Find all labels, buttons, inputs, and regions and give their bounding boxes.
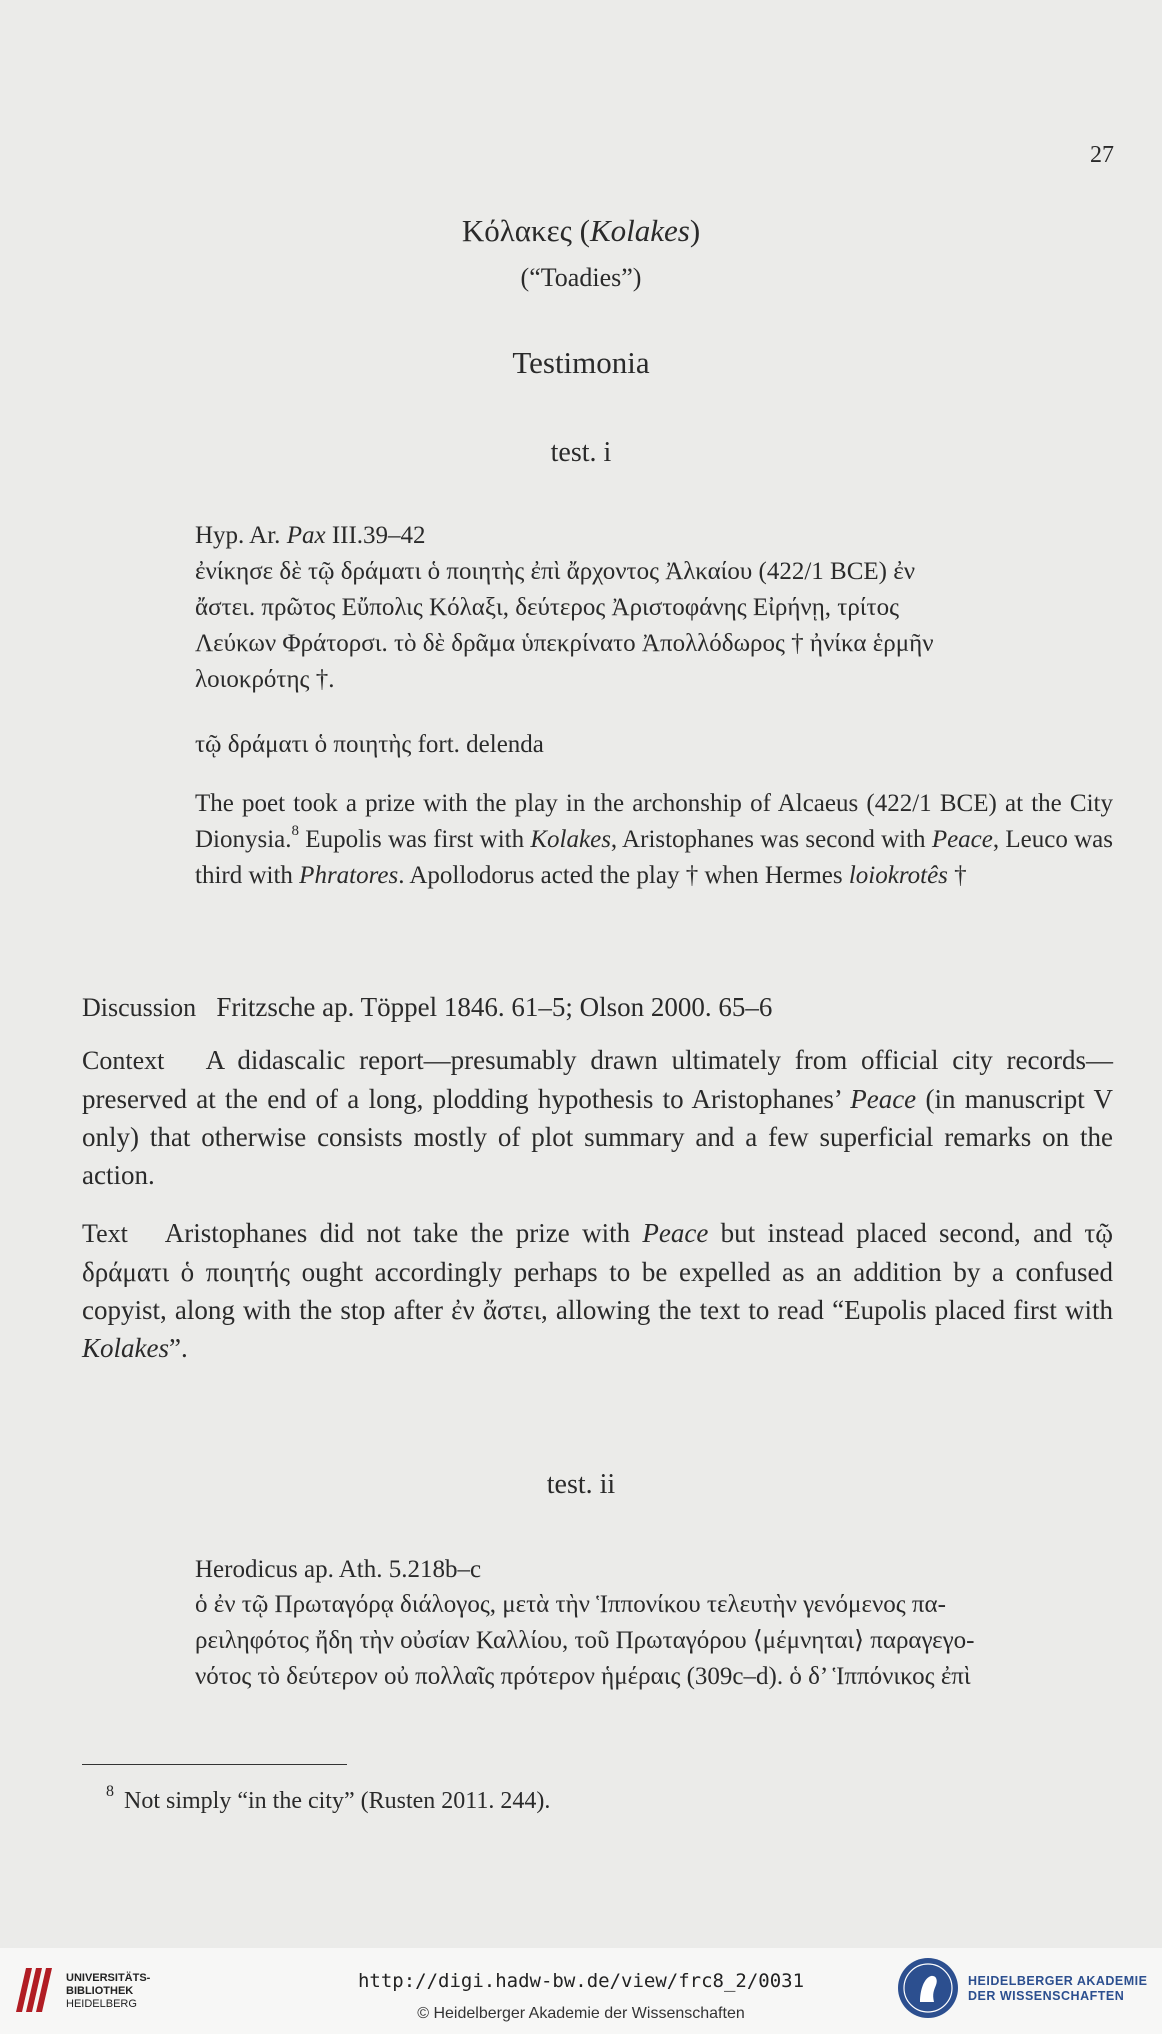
greek-line: ρειληφότος ἤδη τὴν οὐσίαν Καλλίου, τοῦ Πρωταγόρου ⟨μέμνηται⟩ παραγεγο- [195,1627,975,1654]
play-subtitle: (“Toadies”) [520,263,642,292]
footnote-ref[interactable]: 8 [291,822,300,839]
academy-name: HEIDELBERGER AKADEMIE DER WISSENSCHAFTEN [968,1974,1148,2003]
academy-seal-icon[interactable] [898,1958,958,2018]
test-i-apparatus: τῷ δράματι ὁ ποιητὴς fort. delenda [195,731,544,758]
test-ii-source: Herodicus ap. Ath. 5.218b–c [195,1556,482,1583]
greek-line: ὁ ἐν τῷ Πρωταγόρᾳ διάλογος, μετὰ τὴν Ἱππονίκου τελευτὴν γενόμενος πα- [195,1591,946,1618]
greek-line: Λεύκων Φράτορσι. τὸ δὲ δρᾶμα ὑπεκρίνατο Ἀπολλόδωρος † ἠνίκα ἑρμῆν [195,630,934,657]
discussion-paragraph: Discussion Fritzsche ap. Töppel 1846. 61–5; Olson 2000. 65–6 [82,992,773,1022]
test-i-source: Hyp. Ar. Pax III.39–42 [195,522,426,549]
greek-line: ἄστει. πρῶτος Εὔπολις Κόλαξι, δεύτερος Ἀριστοφάνης Εἰρήνῃ, τρίτος [195,594,899,621]
test-ii-greek [195,1587,1113,1695]
title-latin: Kolakes [589,213,690,248]
greek-line: ἐνίκησε δὲ τῷ δράματι ὁ ποιητὴς ἐπὶ ἄρχοντος Ἀλκαίου (422/1 BCE) ἐν [195,558,916,585]
copyright-notice: © Heidelberger Akademie der Wissenschaften [417,2005,745,2022]
test-i-heading: test. i [550,437,612,468]
test-ii-heading: test. ii [546,1469,616,1500]
footnote-rule [82,1764,347,1765]
greek-line: λοιοκρότης †. [195,666,335,693]
title-greek: Κόλακες [461,213,572,248]
test-i-translation: The poet took a prize with the play in the archonship of Alcaeus (422/1 BCE) at the City Dionysia.$^8$ Eupolis was first with Kolakes, Aristophanes was second with Peace, Leuco was third with Phratores. Apollodorus acted the play † when Hermes loiokrotês † [195,790,1114,889]
text-paragraph: Text Aristophanes did not take the prize with Peace but instead placed second, and τῷ δράματι ὁ ποιητής ought accordingly perhaps to be expelled as an addition by a confused copyist, along with the stop after ἐν ἄστει, allowing the text to read “Eupolis placed first with Kolakes”. [82,1218,1114,1363]
page-number: 27 [1090,142,1114,168]
footnote: $^8$ Not simply “in the city” (Rusten 2011. 244). [106,1783,551,1814]
context-label: Context [82,1046,165,1075]
footnote-number: 8 [106,1783,114,1800]
greek-line: νότος τὸ δεύτερον οὐ πολλαῖς πρότερον ἡμέραις (309c–d). ὁ δ’ Ἱππόνικος ἐπὶ [195,1663,971,1690]
university-library-name: UNIVERSITÄTS- BIBLIOTHEK HEIDELBERG [66,1972,151,2010]
test-i-greek [195,554,1113,698]
play-title: Κόλακες (Kolakes) [461,213,701,248]
context-paragraph: Context A didascalic report—presumably drawn ultimately from official city records—preserved at the end of a long, plodding hypothesis to Aristophanes’ Peace (in manuscript V only) that otherwise consists mostly of plot summary and a few superficial remarks on the action. [82,1045,1113,1190]
discussion-label: Discussion [82,993,197,1022]
permalink-url[interactable]: http://digi.hadw-bw.de/view/frc8_2/0031 [357,1970,805,1992]
section-heading: Testimonia [512,345,650,380]
text-label: Text [82,1219,128,1248]
